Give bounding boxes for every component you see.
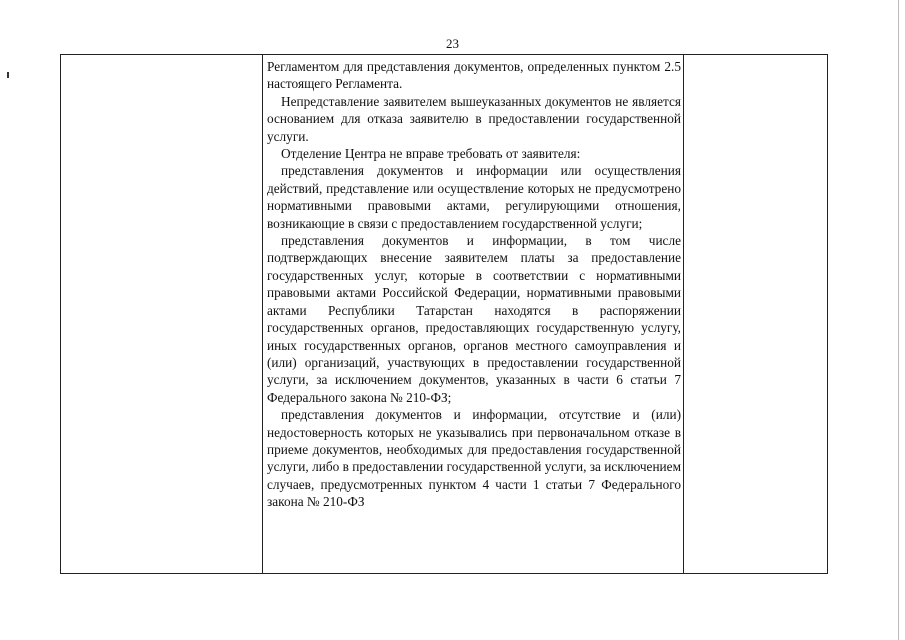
table-cell-description xyxy=(267,58,681,511)
paragraph-5: представления документов и информации, в том числе подтверждающих внесение заявителем платы за предоставление государственных услуг, которые в соответствии с нормативными правовыми актами Российской Федерации, нормативными правовыми актами Республики Татарстан находятся в распоряжении государственных органов, предоставляющих государственную услугу, иных государственных органов, органов местного самоуправления и (или) организаций, участвующих в предоставлении государственной услуги, за исключением документов, указанных в части 6 статьи 7 Федерального закона № 210-ФЗ; xyxy=(267,233,681,405)
scan-mark-left xyxy=(7,72,9,78)
regulation-table xyxy=(60,54,828,574)
column-divider-left xyxy=(262,55,263,573)
paragraph-2: Непредставление заявителем вышеуказанных документов не является основанием для отказа заявителю в предоставлении государственной услуги. xyxy=(267,93,681,144)
scan-mark-right xyxy=(898,0,899,640)
page-number: 23 xyxy=(446,36,459,51)
paragraph-3: Отделение Центра не вправе требовать от заявителя: xyxy=(281,146,581,162)
column-divider-right xyxy=(683,55,684,573)
paragraph-1: Регламентом для представления документов, определенных пунктом 2.5 настоящего Регламента. xyxy=(267,59,681,92)
paragraph-4: представления документов и информации или осуществления действий, представление или осуществление которых не предусмотрено нормативными правовыми актами, регулирующими отношения, возникающие в связи с предоставлением государственной услуги; xyxy=(267,163,681,231)
paragraph-6: представления документов и информации, отсутствие и (или) недостоверность которых не указывались при первоначальном отказе в приеме документов, необходимых для предоставления государственной услуги, либо в предоставлении государственной услуги, за исключением случаев, предусмотренных пунктом 4 части 1 статьи 7 Федерального закона № 210-ФЗ xyxy=(267,407,681,510)
